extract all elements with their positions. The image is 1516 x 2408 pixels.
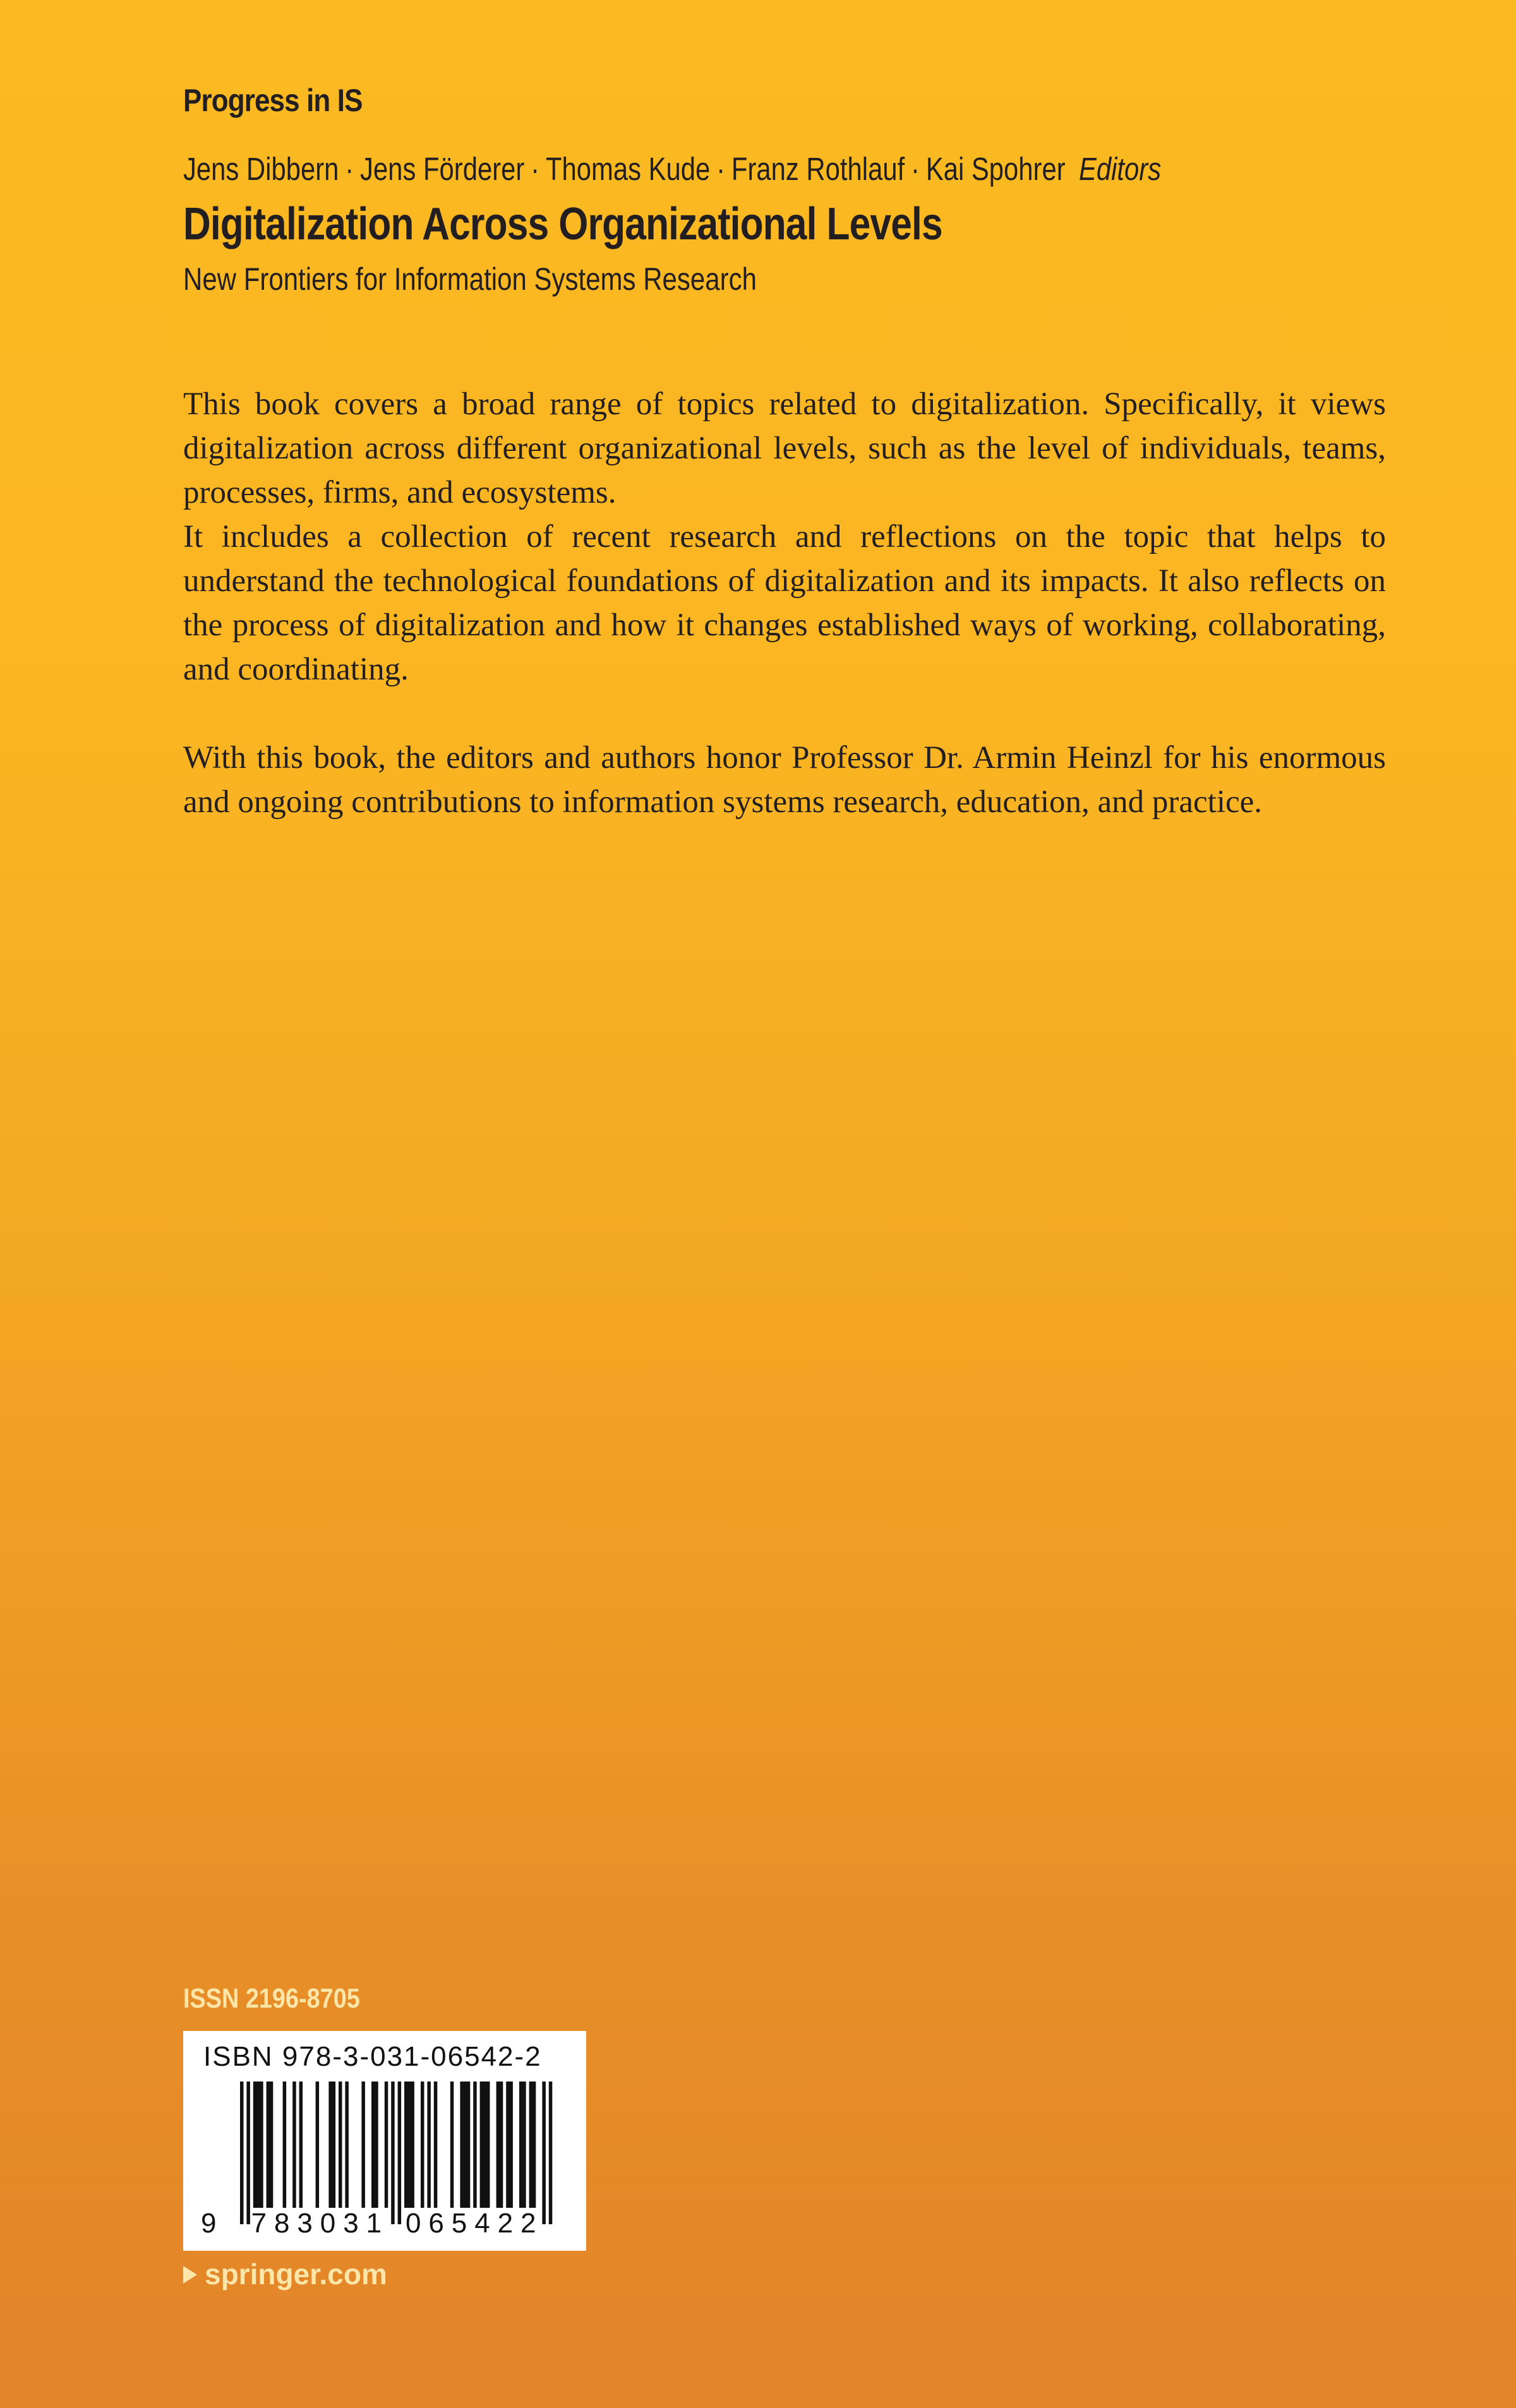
barcode-bar <box>375 2082 378 2208</box>
barcode-digit: 2 <box>497 2208 514 2239</box>
barcode <box>183 2031 586 2251</box>
editor-name: Jens Förderer <box>360 151 525 187</box>
barcode-bar <box>483 2082 487 2208</box>
editor-name: Thomas Kude <box>545 151 711 187</box>
barcode-bar <box>450 2082 454 2208</box>
barcode-bar <box>283 2082 287 2208</box>
barcode-bar <box>434 2082 438 2208</box>
separator-dot: · <box>716 151 726 187</box>
barcode-bar <box>371 2082 375 2208</box>
blurb-paragraph: It includes a collection of recent research and reflections on the topic that helps to understand the technological foundations of digitalization and its impacts. It also reflects on the process of digitalization and how it changes established ways of working, collaborating, and coordinating. <box>183 519 1386 687</box>
barcode-bar <box>411 2082 414 2208</box>
barcode-bar <box>532 2082 536 2208</box>
barcode-bar <box>316 2082 320 2208</box>
barcode-bar <box>328 2082 332 2208</box>
separator-dot: · <box>345 151 354 187</box>
barcode-bar <box>529 2082 533 2208</box>
editor-name: Jens Dibbern <box>183 151 339 187</box>
barcode-bar <box>260 2082 263 2208</box>
barcode-bar <box>427 2082 431 2208</box>
barcode-digit: 0 <box>320 2208 336 2239</box>
blurb-paragraph: This book covers a broad range of topics related to digitalization. Specifically, it views digitalization across different organizational levels, such as the level of individuals, teams, processes, firms, and ecosystems. <box>183 386 1386 510</box>
barcode-bar <box>509 2082 513 2208</box>
barcode-bar <box>385 2082 388 2208</box>
book-blurb <box>183 382 1386 824</box>
barcode-bar <box>246 2082 250 2224</box>
barcode-bar <box>240 2082 244 2224</box>
barcode-bar <box>339 2082 342 2208</box>
barcode-bar <box>549 2082 553 2224</box>
editors-line <box>183 150 1161 188</box>
barcode-digit: 5 <box>451 2208 467 2239</box>
barcode-digit: 3 <box>343 2208 359 2239</box>
barcode-bar <box>519 2082 523 2208</box>
barcode-digit: 4 <box>474 2208 490 2239</box>
barcode-bar <box>256 2082 260 2208</box>
barcode-bar <box>332 2082 336 2208</box>
editor-name: Kai Spohrer <box>925 151 1066 187</box>
barcode-bar <box>506 2082 510 2208</box>
barcode-bar <box>345 2082 349 2208</box>
barcode-bar <box>421 2082 424 2208</box>
barcode-bar <box>407 2082 411 2208</box>
barcode-bar <box>464 2082 467 2208</box>
separator-dot: · <box>531 151 540 187</box>
barcode-digit: 1 <box>366 2208 382 2239</box>
barcode-digit: 6 <box>428 2208 444 2239</box>
springer-link[interactable] <box>183 2257 387 2291</box>
barcode-digit: 0 <box>406 2208 421 2239</box>
barcode-bar <box>460 2082 464 2208</box>
barcode-bar <box>542 2082 546 2224</box>
blurb-paragraph: With this book, the editors and authors honor Professor Dr. Armin Heinzl for his enormous and ongoing contributions to information systems research, education, and practice. <box>183 740 1386 820</box>
barcode-bar <box>361 2082 365 2208</box>
barcode-bar <box>253 2082 257 2208</box>
issn-number: ISSN 2196-8705 <box>183 1983 360 2014</box>
barcode-bar <box>522 2082 526 2208</box>
barcode-bar <box>398 2082 402 2224</box>
barcode-digit: 2 <box>520 2208 536 2239</box>
barcode-bar <box>480 2082 484 2208</box>
series-name: Progress in IS <box>183 83 363 118</box>
separator-dot: · <box>911 151 920 187</box>
barcode-bar <box>404 2082 408 2208</box>
arrow-right-icon <box>183 2266 197 2284</box>
isbn-label: ISBN 978-3-031-06542-2 <box>203 2041 542 2072</box>
springer-link-text: springer.com <box>205 2258 387 2291</box>
barcode-bar <box>496 2082 500 2208</box>
barcode-digit: 7 <box>251 2208 267 2239</box>
barcode-bar <box>500 2082 503 2208</box>
barcode-bar <box>467 2082 471 2208</box>
editors-role: Editors <box>1078 151 1162 187</box>
barcode-bar <box>473 2082 477 2208</box>
book-title: Digitalization Across Organizational Levels <box>183 199 942 249</box>
barcode-bar <box>270 2082 274 2208</box>
barcode-bar <box>391 2082 395 2224</box>
barcode-digit: 3 <box>297 2208 313 2239</box>
barcode-bar <box>267 2082 270 2208</box>
editor-name: Franz Rothlauf <box>731 151 905 187</box>
barcode-bar <box>292 2082 296 2208</box>
barcode-digit: 9 <box>201 2208 217 2239</box>
barcode-digit: 8 <box>274 2208 290 2239</box>
barcode-bar <box>486 2082 490 2208</box>
barcode-bar <box>299 2082 303 2208</box>
book-subtitle: New Frontiers for Information Systems Research <box>183 261 757 297</box>
